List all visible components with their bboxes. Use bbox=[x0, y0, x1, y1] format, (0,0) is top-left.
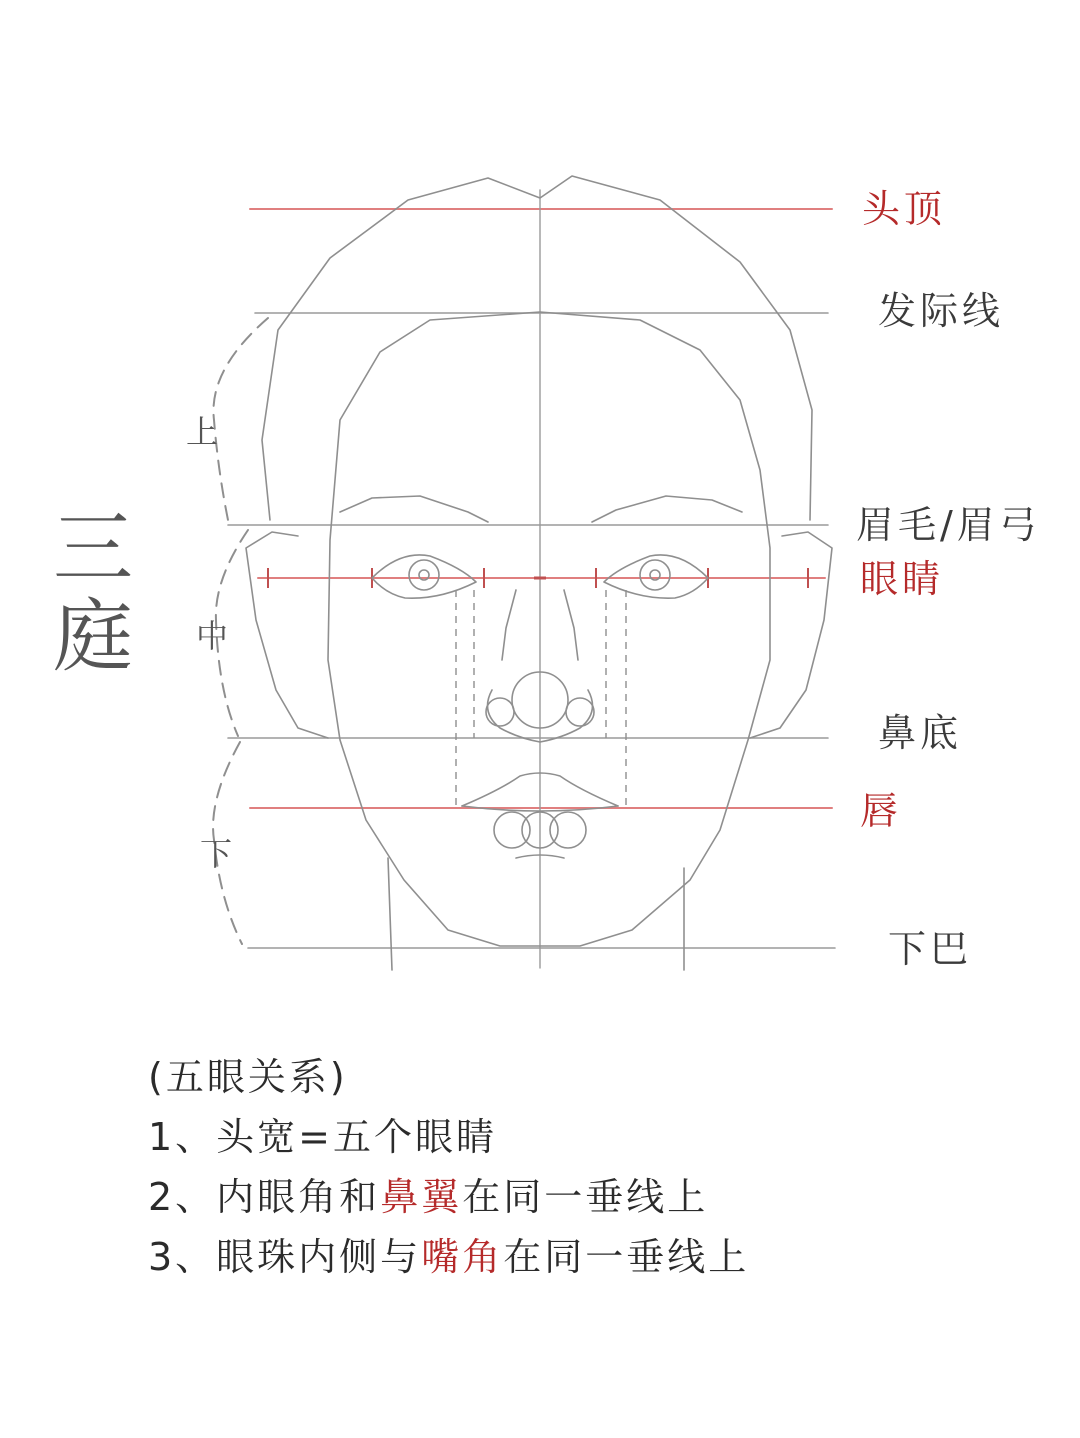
note-2-highlight: 鼻翼 bbox=[380, 1175, 463, 1219]
note-item-2 bbox=[148, 1175, 749, 1238]
ear-right bbox=[750, 532, 832, 738]
eye-left bbox=[372, 555, 476, 598]
label-nose-base: 鼻底 bbox=[878, 711, 963, 755]
head-sketch bbox=[246, 176, 832, 970]
ear-left bbox=[246, 532, 328, 738]
brow-right bbox=[592, 496, 742, 522]
label-eyes: 眼睛 bbox=[860, 557, 945, 601]
note-item-1 bbox=[148, 1115, 749, 1178]
note-3-highlight: 嘴角 bbox=[421, 1235, 504, 1279]
title-char-1: 三 bbox=[53, 502, 133, 595]
neck-left bbox=[388, 858, 392, 970]
brow-left bbox=[340, 496, 488, 522]
zone-upper: 上 bbox=[186, 413, 219, 451]
zone-lower: 下 bbox=[200, 835, 233, 873]
label-hairline: 发际线 bbox=[878, 289, 1005, 333]
title-char-2: 庭 bbox=[53, 590, 133, 683]
label-chin: 下巴 bbox=[888, 927, 973, 971]
note-3-suffix: 在同一垂线上 bbox=[503, 1235, 750, 1279]
eye-right bbox=[604, 555, 708, 598]
notes bbox=[148, 1055, 750, 1298]
label-brow: 眉毛/眉弓 bbox=[856, 503, 1041, 547]
title-san-ting bbox=[48, 502, 138, 683]
note-3-prefix: 3、眼珠内侧与 bbox=[148, 1235, 422, 1279]
label-lips: 唇 bbox=[860, 789, 903, 833]
note-2-prefix: 2、内眼角和 bbox=[148, 1175, 381, 1219]
skull-outline bbox=[262, 176, 812, 520]
label-top: 头顶 bbox=[862, 187, 947, 231]
note-1-text: 1、头宽=五个眼睛 bbox=[148, 1115, 498, 1159]
bracket-upper bbox=[213, 318, 268, 520]
nose-bridge-right bbox=[564, 590, 578, 660]
notes-heading: (五眼关系) bbox=[148, 1055, 348, 1099]
note-item-3 bbox=[148, 1235, 750, 1298]
guide-lines bbox=[228, 190, 835, 968]
face-outline bbox=[328, 312, 770, 946]
note-2-suffix: 在同一垂线上 bbox=[462, 1175, 709, 1219]
vertical-dashes bbox=[456, 590, 626, 808]
nose-bridge-left bbox=[502, 590, 516, 660]
zone-middle: 中 bbox=[196, 617, 229, 655]
